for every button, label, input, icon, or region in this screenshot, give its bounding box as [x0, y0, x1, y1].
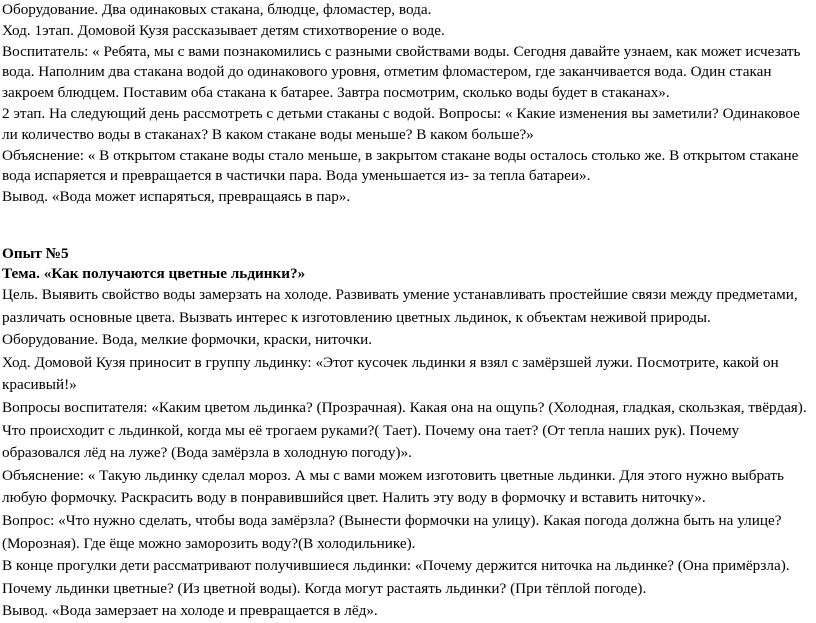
goal-paragraph: Цель. Выявить свойство воды замерзать на холоде. Развивать умение устанавливать простейшие связи между предметами, различать основные цвета. Вызвать интерес к изготовлению цветных льдинок, к объектам неживой природы. [2, 285, 798, 326]
procedure-stage-2-paragraph: 2 этап. На следующий день рассмотреть с детьми стаканы с водой. Вопросы: « Какие изменения вы заметили? Одинаковое ли количество воды в стаканах? В каком стакане воды меньше? В каком больше?» [2, 104, 800, 143]
walk-end-paragraph: В конце прогулки дети рассматривают получившиеся льдинки: «Почему держится ниточка на льдинке? (Она примёрзла). Почему льдинки цветные? (Из цветной воды). Когда могут растаять льдинки? (При тёплой погоде). [2, 557, 790, 597]
blank-line [2, 208, 812, 244]
explanation-paragraph: Объяснение: « Такую льдинку сделал мороз. А мы с вами можем изготовить цветные льдинки. Для этого нужно выбрать любую формочку. Раскрасить воду в понравившийся цвет. Налить эту воду в формочку и вставить ниточку». [2, 466, 784, 507]
conclusion-paragraph: Вывод. «Вода замерзает на холоде и превращается в лёд». [2, 602, 378, 620]
experiment-5-section [2, 244, 812, 623]
experiment-heading: Опыт №5 [2, 244, 69, 262]
procedure-paragraph: Ход. Домовой Кузя приносит в группу льдинку: «Этот кусочек льдинки я взял с замёрзшей лужи. Посмотрите, какой он красивый!» [2, 353, 779, 394]
teacher-questions-paragraph: Вопросы воспитателя: «Каким цветом льдинка? (Прозрачная). Какая она на ощупь? (Холодная, гладкая, скользкая, твёрдая). Что происходит с льдинкой, когда мы её трогаем руками?( Тает). Почему она тает? (От тепла наших рук). Почему образовался лёд на луже? (Вода замёрзла в холодную погоду)». [2, 398, 807, 462]
equipment-paragraph: Оборудование. Два одинаковых стакана, блюдце, фломастер, вода. [2, 1, 432, 18]
equipment-paragraph: Оборудование. Вода, мелкие формочки, краски, ниточки. [2, 331, 372, 349]
question-paragraph: Вопрос: «Что нужно сделать, чтобы вода замёрзла? (Вынести формочки на улицу). Какая погода должна быть на улице? (Морозная). Где ёще можно заморозить воду?(В холодильнике). [2, 511, 782, 552]
topic-heading: Тема. «Как получаются цветные льдинки?» [2, 264, 306, 282]
experiment-4-section [2, 0, 812, 208]
procedure-stage-1-paragraph: Ход. 1этап. Домовой Кузя рассказывает детям стихотворение о воде. [2, 21, 445, 39]
teacher-speech-paragraph: Воспитатель: « Ребята, мы с вами познакомились с разными свойствами воды. Сегодня давайте узнаем, как может исчезать вода. Наполним два стакана водой до одинакового уровня, отметим фломастером, где заканчивается вода. Один стакан закроем блюдцем. Поставим оба стакана к батарее. Завтра посмотрим, сколько воды будет в стаканах». [2, 42, 801, 102]
conclusion-paragraph: Вывод. «Вода может испаряться, превращаясь в пар». [2, 188, 351, 206]
explanation-paragraph: Объяснение: « В открытом стакане воды стало меньше, в закрытом стакане воды осталось столько же. В открытом стакане вода испаряется и превращается в частички пара. Вода уменьшается из- за тепла батареи». [2, 146, 799, 185]
